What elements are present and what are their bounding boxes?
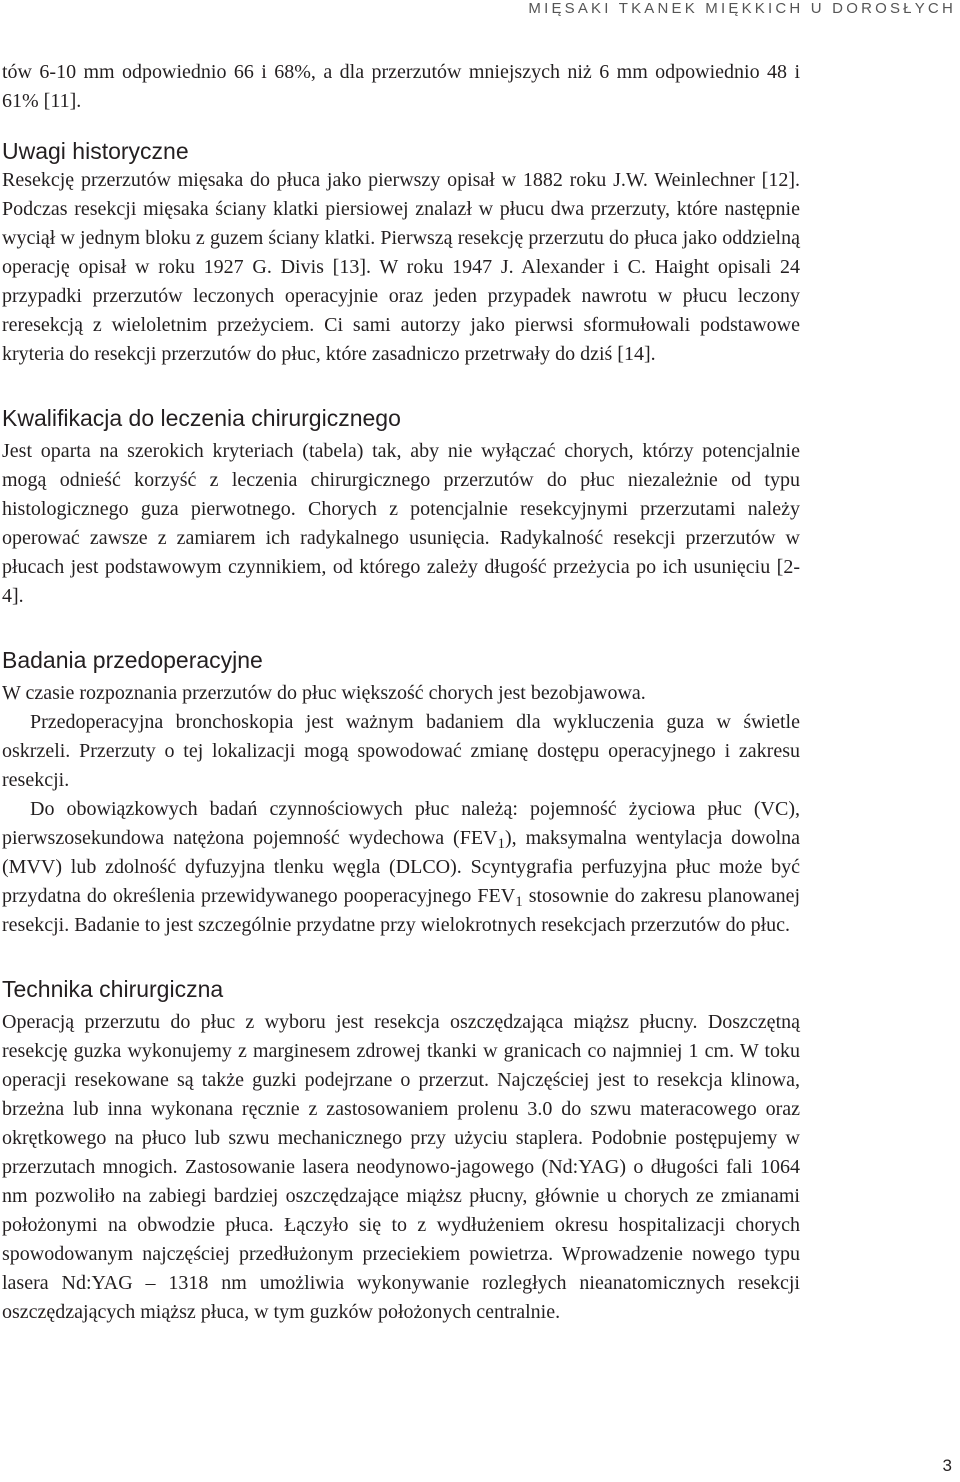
running-header: MIĘSAKI TKANEK MIĘKKICH U DOROSŁYCH (528, 0, 956, 17)
history-paragraph: Resekcję przerzutów mięsaka do płuca jako pierwszy opisał w 1882 roku J.W. Weinlechner [12]. Podczas resekcji mięsaka ściany klatki piersiowej znalazł w płucu dwa przerzuty, które następnie wyciął w jednym bloku z guzem ściany klatki. Pierwszą resekcję przerzutu do płuca jako oddzielną operację opisał w roku 1927 G. Divis [13]. W roku 1947 J. Alexander i C. Haight opisali 24 przypadki przerzutów leczonych operacyjnie oraz jeden przypadek nawrotu w płucu leczony reresekcją z wieloletnim przeżyciem. Ci sami autorzy jako pierwsi sformułowali podstawowe kryteria do resekcji przerzutów do płuc, które zasadniczo przetrwały do dziś [14]. (2, 169, 800, 365)
qualification-paragraph: Jest oparta na szerokich kryteriach (tabela) tak, aby nie wyłączać chorych, którzy potencjalnie mogą odnieść korzyść z leczenia chirurgicznego przerzutów do płuc niezależnie od typu histologicznego guza pierwotnego. Chorych z potencjalnie resekcyjnymi przerzutami należy operować zawsze z zamiarem ich radykalnego usunięcia. Radykalność resekcji przerzutów w płucach jest podstawowym czynnikiem, od którego zależy długość przeżycia po ich usunięciu [2-4]. (2, 440, 800, 607)
page-number: 3 (942, 1456, 952, 1475)
preop-paragraph-1: W czasie rozpoznania przerzutów do płuc większość chorych jest bezobjawowa. (2, 682, 646, 704)
preop-paragraph-2: Przedoperacyjna bronchoskopia jest ważnym badaniem dla wykluczenia guza w świetle oskrzeli. Przerzuty o tej lokalizacji mogą spowodować zmianę dostępu operacyjnego i zakresu resekcji. (2, 711, 800, 791)
section-heading-preop: Badania przedoperacyjne (2, 647, 263, 673)
section-heading-qualification: Kwalifikacja do leczenia chirurgicznego (2, 405, 401, 431)
fev-subscript: 1 (497, 836, 506, 852)
fev-subscript: 1 (515, 894, 523, 910)
technique-paragraph: Operacją przerzutu do płuc z wyboru jest resekcja oszczędzająca miąższ płucny. Doszczętną resekcję guzka wykonujemy z marginesem zdrowej tkanki w granicach co najmniej 1 cm. W toku operacji resekowane są także guzki podejrzane o przerzut. Najczęściej jest to resekcja klinowa, brzeżna lub inna wykonana ręcznie z zastosowaniem prolenu 3.0 do szwu materacowego oraz okrętkowego na płuco lub szwu mechanicznego przy użyciu staplera. Podobnie postępujemy w przerzutach mnogich. Zastosowanie lasera neodynowo-jagowego (Nd:YAG) o długości fali 1064 nm pozwoliło na zabiegi bardziej oszczędzające miąższ płucny, głównie u chorych ze zmianami położonymi na obwodzie płuca. Łączyło się to z wydłużeniem okresu hospitalizacji chorych spowodowanym najczęściej przedłużonym przeciekiem powietrza. Wprowadzenie nowego typu lasera Nd:YAG – 1318 nm umożliwia wykonywanie rozległych nieanatomicznych resekcji oszczędzających miąższ płuca, w tym guzków położonych centralnie. (2, 1011, 800, 1323)
page-content (2, 58, 800, 1327)
section-heading-history: Uwagi historyczne (2, 138, 189, 164)
preop-paragraph-3 (2, 795, 800, 940)
preop-text-b: ), maksymalna wentylacja dowolna (MVV) lub zdolność dyfuzyjna tlenku węgla (DLCO). Scyntygrafia perfuzyjna płuc może być przydatna do określenia przewidywanego pooperacyjnego FEV (2, 827, 800, 907)
preop-text-c: stosownie do zakresu planowanej resekcji. Badanie to jest szczególnie przydatne przy wielokrotnych resekcjach przerzutów do płuc. (2, 885, 800, 936)
preop-text-a: Do obowiązkowych badań czynnościowych płuc należą: pojemność życiowa płuc (VC), pierwszosekundowa natężona pojemność wydechowa (FEV (2, 798, 800, 849)
section-heading-technique: Technika chirurgiczna (2, 976, 224, 1002)
intro-paragraph: tów 6-10 mm odpowiednio 66 i 68%, a dla przerzutów mniejszych niż 6 mm odpowiednio 48 i 61% [11]. (2, 61, 800, 112)
